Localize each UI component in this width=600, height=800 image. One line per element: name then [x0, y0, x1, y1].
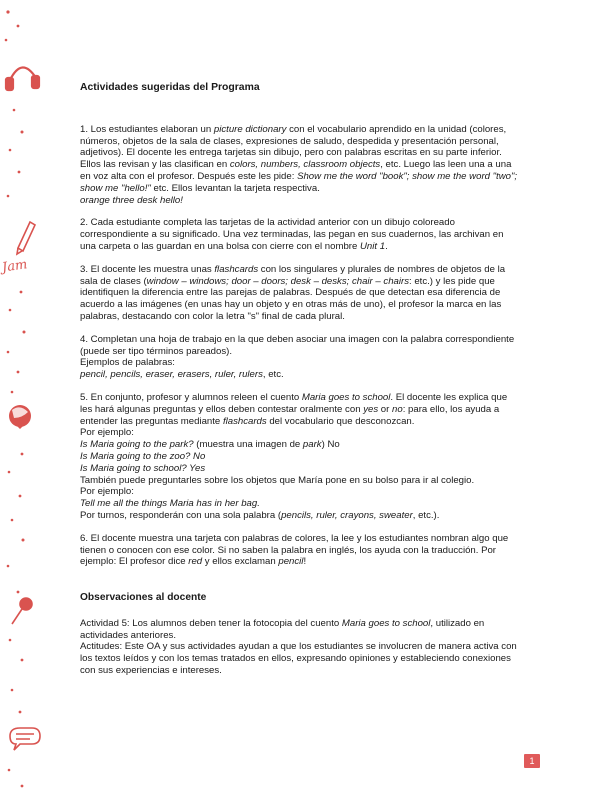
activity-4: [80, 334, 520, 381]
headphones-icon: [6, 67, 39, 90]
activity-5-text-or: or: [378, 403, 393, 415]
activity-5-em-h: Tell me all the things Maria has in her bag.: [80, 498, 260, 510]
activity-5-q1-em2: park: [302, 439, 322, 451]
activity-3-text-b: con los singulares y plurales de nombres de objetos de la sala de clases (: [80, 263, 506, 287]
activity-2-text-a: 2. Cada estudiante completa las tarjetas de la actividad anterior con un dibujo coloreado correspondiente a su significado. Una vez terminadas, las pegan en sus cuadernos, las archivan en una carpeta o las guardan en una bolsa con cierre con el nombre: [80, 217, 504, 252]
activity-5-text-b: . El docente les explica que les hará algunas preguntas y ellos deben contestar oralmente con: [80, 391, 508, 415]
observation-1-text-a: Actividad 5: Los alumnos deben tener la fotocopia del cuento: [80, 617, 342, 629]
activity-3-text-c: : etc.) y les pide que identifiquen la diferencia entre las parejas de palabras. Después de que detectan esa diferencia de acuerdo a las imágenes (en unas hay un objeto y en otras más de uno), el profesor la marca en las palabras, destacando con color la letra "s" final de cada plural.: [80, 275, 502, 322]
activity-1-em-a: picture dictionary: [213, 123, 287, 135]
activity-4-examples: [80, 369, 520, 381]
activity-2-em-a: Unit 1: [360, 240, 386, 252]
activity-2: [80, 217, 520, 252]
activity-2-text-b: .: [385, 240, 388, 252]
decorative-margin: [0, 0, 60, 800]
activity-5-text-c: : para ello, los ayuda a entender las preguntas mediante: [80, 403, 500, 427]
activity-4-text-d: , etc.: [262, 369, 284, 381]
activity-5-em-c: flashcards: [222, 415, 267, 427]
activity-5-text-e: Por ejemplo:: [80, 427, 134, 439]
page-title: Actividades sugeridas del Programa: [80, 82, 260, 93]
observation-1-em-a: Maria goes to school: [341, 617, 431, 629]
activity-5-turns: [80, 510, 520, 522]
activity-1-text-c: , etc. Luego las leen una a una en voz alta con el profesor. Después este les pide:: [80, 159, 512, 182]
activity-5-em-no: no: [392, 403, 403, 415]
activity-6-text-a: 6. El docente muestra una tarjeta con palabras de colores, la lee y los estudiantes nombran algo que tienen o conocen con ese color. Si no saben la palabra en inglés, los ayuda con la traducción. Por ejemplo: El profesor dice: [80, 532, 509, 568]
activity-1-em-b: colors, numbers, classroom objects: [229, 159, 381, 171]
globe-icon: [9, 405, 31, 428]
observation-activity-5: [80, 618, 520, 642]
activity-4-text-a: 4. Completan una hoja de trabajo en la que deben asociar una imagen con la palabra correspondiente (puede ser tipo términos pareados).: [80, 333, 515, 357]
activity-5-text-d: del vocabulario que desconozcan.: [266, 415, 415, 427]
activity-1-em-c: Show me the word "book"; show me the word "two"; show me "hello!": [80, 170, 518, 194]
activity-1-text-b: con el vocabulario aprendido en la unidad (colores, números, objetos de la sala de clases, expresiones de saludo, despedida y presentación personal, adjetivos). El docente les entrega tarjetas sin dibujo, pero con palabras escritas en su parte inferior. Ellos las revisan y las clasifican en: [80, 123, 507, 171]
activity-3-em-a: flashcards: [214, 263, 259, 275]
activity-6-text-c: !: [303, 556, 307, 568]
observations-heading: Observaciones al docente: [80, 592, 207, 604]
page-number: 1: [524, 754, 540, 768]
activity-5-question-3: Is Maria going to school? Yes: [80, 462, 206, 474]
speech-bubble-icon: [10, 728, 40, 750]
activity-5-question-2: Is Maria going to the zoo? No: [80, 450, 206, 462]
activity-3-text-a: 3. El docente les muestra unas: [80, 263, 215, 275]
activity-1-text-a: 1. Los estudiantes elaboran un: [80, 123, 214, 135]
observation-1-text-b: , utilizado en actividades anteriores.: [80, 617, 485, 641]
document-body: [80, 82, 520, 688]
microphone-icon: [12, 598, 32, 624]
activity-5-em-i: pencils, ruler, crayons, sweater: [281, 509, 413, 521]
activity-6-text-b: y ellos exclaman: [202, 556, 279, 568]
activity-3-em-b: window – windows; door – doors; desk – desks; chair – chairs: [146, 275, 410, 287]
activity-6: [80, 533, 520, 568]
activity-1-example: orange three desk hello!: [80, 194, 183, 206]
activity-5: [80, 392, 520, 522]
activity-4-text-b: Ejemplos de palabras:: [80, 357, 175, 369]
activity-6-em-b: pencil: [278, 556, 304, 568]
activity-5-text-g: Por ejemplo:: [80, 486, 134, 498]
activity-5-q1-em: Is Maria going to the park?: [80, 439, 194, 451]
pencil-icon: [17, 222, 35, 254]
deco-jam-text: Jam: [1, 257, 29, 276]
activity-5-text-j: , etc.).: [412, 509, 440, 521]
activity-5-q1-text-a: (muestra una imagen de: [193, 439, 303, 451]
activity-5-text-i: Por turnos, responderán con una sola palabra (: [80, 509, 282, 521]
activity-4-em-c: pencil, pencils, eraser, erasers, ruler, rulers: [80, 369, 263, 381]
activity-5-em-a: Maria goes to school: [301, 391, 391, 403]
activity-5-em-yes: yes: [363, 403, 379, 415]
activity-6-em-a: red: [188, 556, 203, 568]
activity-3: [80, 264, 520, 323]
activity-5-text-a: 5. En conjunto, profesor y alumnos releen el cuento: [80, 391, 302, 403]
activity-5-text-f: También puede preguntarles sobre los objetos que María pone en su bolso para ir al colegio.: [80, 474, 475, 486]
margin-dots: [5, 10, 26, 787]
activity-5-q1-text-b: ) No: [321, 439, 340, 451]
activity-1: [80, 124, 520, 207]
activity-1-text-d: etc. Ellos levantan la tarjeta respectiva.: [150, 182, 320, 194]
observation-attitudes: Actitudes: Este OA y sus actividades ayudan a que los estudiantes se involucren de manera activa con los textos leídos y con los temas tratados en ellos, expresando opiniones y estableciendo conexiones con sus experiencias e intereses.: [80, 641, 517, 677]
activity-5-question-1: [80, 439, 520, 451]
